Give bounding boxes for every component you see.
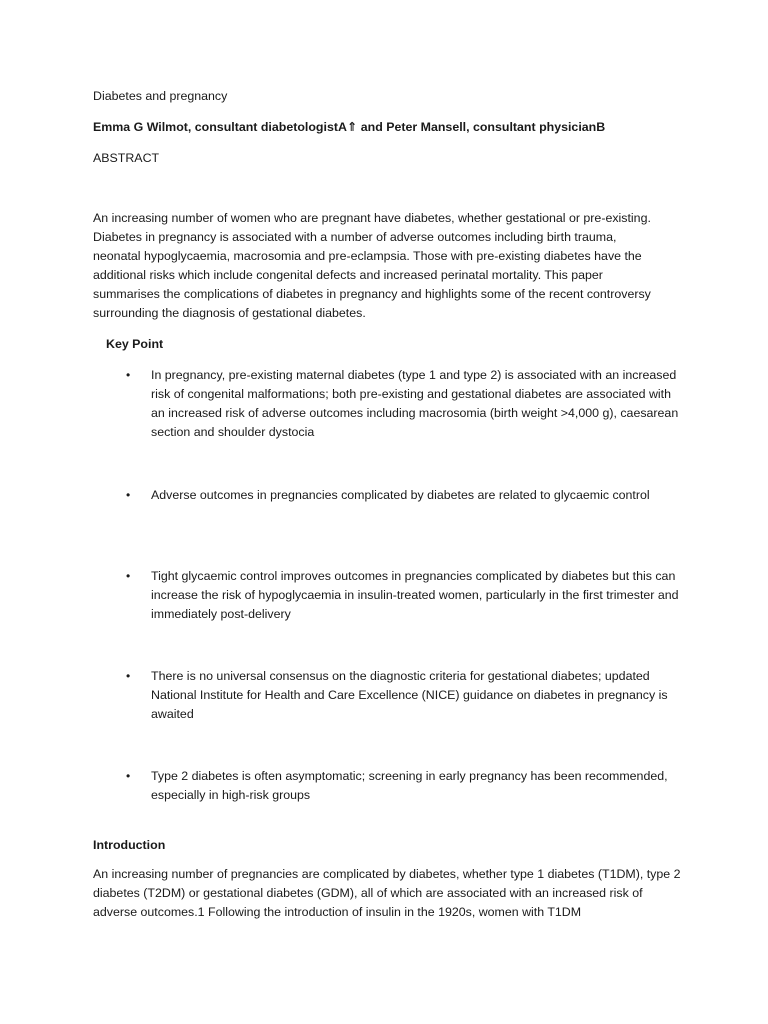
bullet-icon: • (126, 569, 131, 583)
document-title: Diabetes and pregnancy (93, 89, 228, 103)
bullet-icon: • (126, 488, 131, 502)
key-point-text: Adverse outcomes in pregnancies complicated by diabetes are related to glycaemic control (151, 488, 650, 502)
bullet-icon: • (126, 769, 131, 783)
bullet-icon: • (126, 368, 131, 382)
key-point-text: Type 2 diabetes is often asymptomatic; screening in early pregnancy has been recommended, especially in high-risk groups (151, 769, 668, 802)
introduction-heading: Introduction (93, 838, 166, 852)
key-point-text: In pregnancy, pre-existing maternal diabetes (type 1 and type 2) is associated with an increased risk of congenital malformations; both pre-existing and gestational diabetes are associated with an increased risk of adverse outcomes including macrosomia (birth weight >4,000 g), caesarean section and shoulder dystocia (151, 368, 679, 439)
key-point-text: There is no universal consensus on the diagnostic criteria for gestational diabetes; updated National Institute for Health and Care Excellence (NICE) guidance on diabetes in pregnancy is awaited (151, 669, 668, 721)
abstract-heading: ABSTRACT (93, 151, 160, 165)
introduction-paragraph: An increasing number of pregnancies are complicated by diabetes, whether type 1 diabetes (T1DM), type 2 diabetes (T2DM) or gestational diabetes (GDM), all of which are associated with an increased risk of adverse outcomes.1 Following the introduction of insulin in the 1920s, women with T1DM (93, 867, 681, 919)
abstract-paragraph: An increasing number of women who are pregnant have diabetes, whether gestational or pre-existing. Diabetes in pregnancy is associated with a number of adverse outcomes including birth trauma, neonatal hypoglycaemia, macrosomia and pre-eclampsia. Those with pre-existing diabetes have the additional risks which include congenital defects and increased perinatal mortality. This paper summarises the complications of diabetes in pregnancy and highlights some of the recent controversy surrounding the diagnosis of gestational diabetes. (93, 211, 651, 320)
bullet-icon: • (126, 669, 131, 683)
author-line: Emma G Wilmot, consultant diabetologistA⇑ and Peter Mansell, consultant physicianB (93, 120, 606, 134)
key-point-text: Tight glycaemic control improves outcomes in pregnancies complicated by diabetes but this can increase the risk of hypoglycaemia in insulin-treated women, particularly in the first trimester and immediately post-delivery (151, 569, 679, 621)
key-point-heading: Key Point (106, 337, 164, 351)
